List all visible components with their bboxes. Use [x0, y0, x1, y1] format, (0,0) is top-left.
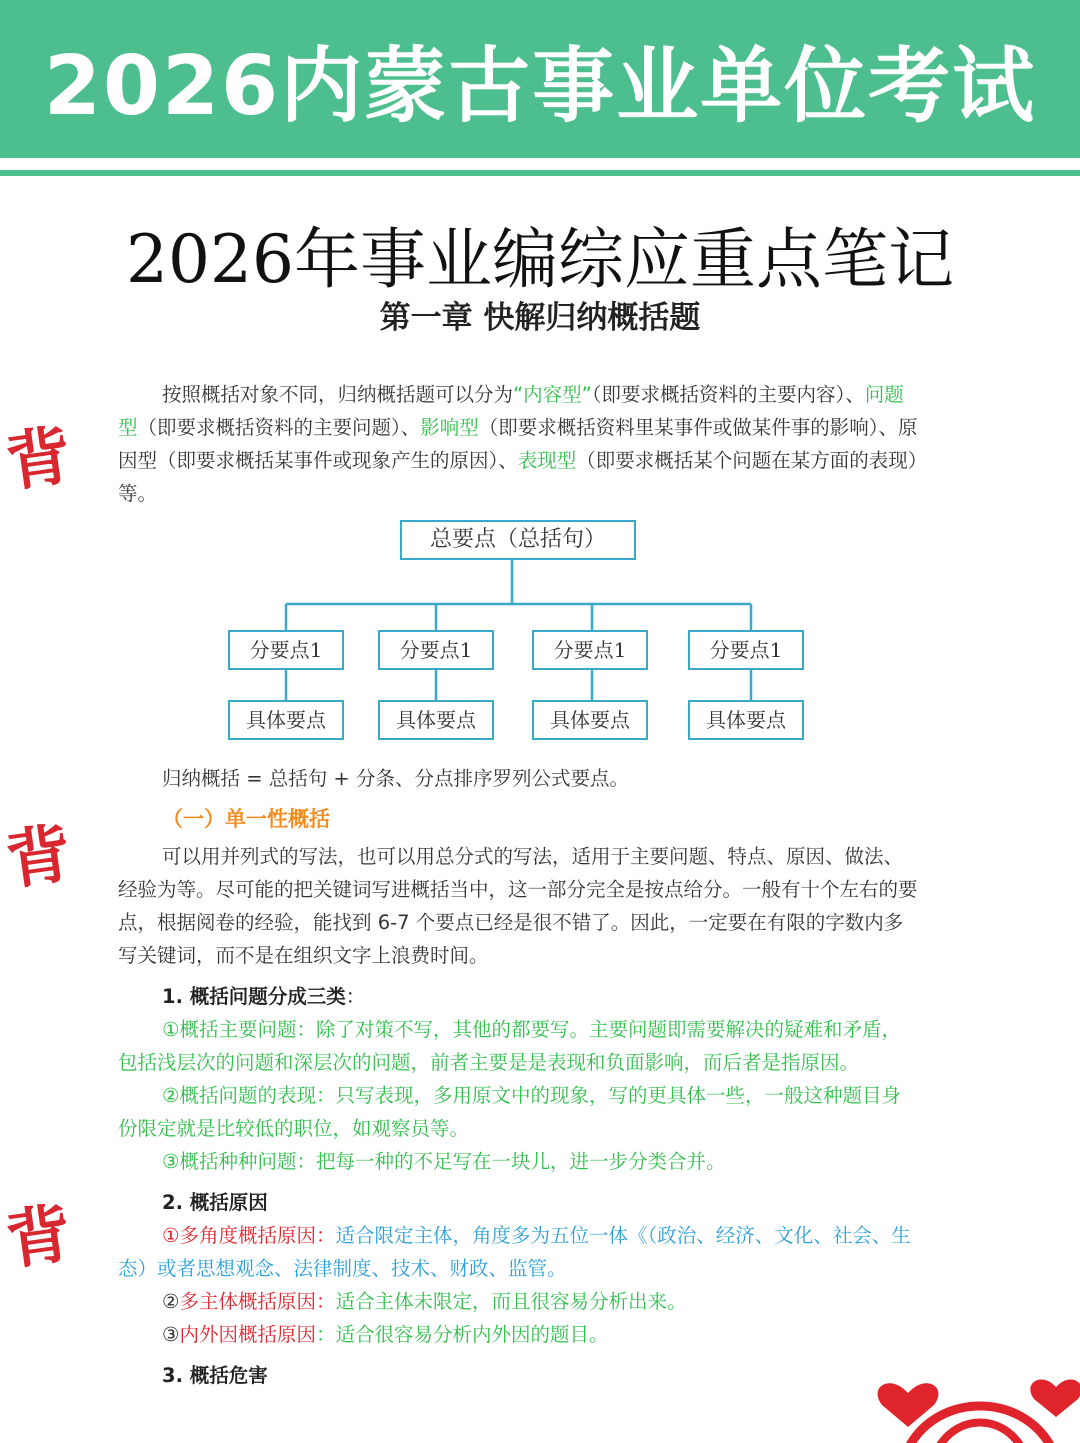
diagram-branch-node-3: 分要点1: [532, 630, 648, 670]
intro-paragraph: 按照概括对象不同，归纳概括题可以分为“内容型”（即要求概括资料的主要内容）、问题型（即要求概括资料的主要问题）、影响型（即要求概括资料里某事件或做某件事的影响）、原因型（即要求概括某事件或现象产生的原因）、表现型（即要求概括某个问题在某方面的表现）等。: [118, 383, 918, 505]
note-content: [118, 378, 918, 1392]
memorize-mark-2: 背: [1, 815, 76, 900]
hearts-decoration: [860, 1353, 1080, 1443]
item1-heading: 1. 概括问题分成三类：: [162, 985, 366, 1008]
section-body: 可以用并列式的写法，也可以用总分式的写法，适用于主要问题、特点、原因、做法、经验为等。尽可能的把关键词写进概括当中，这一部分完全是按点给分。一般有十个左右的要点，根据阅卷的经验，能找到 6-7 个要点已经是很不错了。因此，一定要在有限的字数内多写关键词，而不是在组织文字上浪费时间。: [118, 845, 918, 967]
memorize-mark-1: 背: [1, 417, 76, 502]
item1-point-1: ①概括主要问题：除了对策不写，其他的都要写。主要问题即需要解决的疑难和矛盾，包括浅层次的问题和深层次的问题，前者主要是是表现和负面影响，而后者是指原因。: [118, 1018, 901, 1074]
diagram-branch-node-4: 分要点1: [688, 630, 804, 670]
memorize-mark-3: 背: [1, 1195, 76, 1280]
page-title: 2026年事业编综应重点笔记: [126, 221, 954, 298]
diagram-leaf-node-4: 具体要点: [688, 700, 804, 740]
item1-point-2: ②概括问题的表现：只写表现，多用原文中的现象，写的更具体一些，一般这种题目身份限定就是比较低的职位，如观察员等。: [118, 1084, 901, 1140]
diagram-branch-node-1: 分要点1: [228, 630, 344, 670]
formula-line: 归纳概括 = 总括句 + 分条、分点排序罗列公式要点。: [162, 767, 629, 790]
banner-divider: [0, 170, 1080, 176]
heart-right-icon: [1030, 1379, 1080, 1417]
item2-reason-2: ②多主体概括原因：适合主体未限定，而且很容易分析出来。: [162, 1290, 687, 1313]
item2-reason-3: ③内外因概括原因：适合很容易分析内外因的题目。: [162, 1323, 609, 1346]
item1-point-3: ③概括种种问题：把每一种的不足写在一块儿，进一步分类合并。: [162, 1150, 726, 1173]
diagram-leaf-node-1: 具体要点: [228, 700, 344, 740]
diagram-leaf-node-3: 具体要点: [532, 700, 648, 740]
item3-heading: 3. 概括危害: [162, 1364, 268, 1387]
banner-title: 2026内蒙古事业单位考试: [43, 38, 1037, 134]
structure-diagram: [118, 516, 918, 756]
diagram-root-node: 总要点（总括句）: [400, 520, 636, 560]
chapter-title: 第一章 快解归纳概括题: [379, 300, 701, 336]
item2-heading: 2. 概括原因: [162, 1191, 268, 1214]
diagram-leaf-node-2: 具体要点: [378, 700, 494, 740]
item2-reason-1: ①多角度概括原因：适合限定主体，角度多为五位一体《（政治、经济、文化、社会、生态）或者思想观念、法律制度、技术、财政、监管。: [118, 1224, 911, 1280]
section-heading: （一）单一性概括: [162, 807, 330, 831]
diagram-branch-node-2: 分要点1: [378, 630, 494, 670]
top-banner: [0, 0, 1080, 158]
